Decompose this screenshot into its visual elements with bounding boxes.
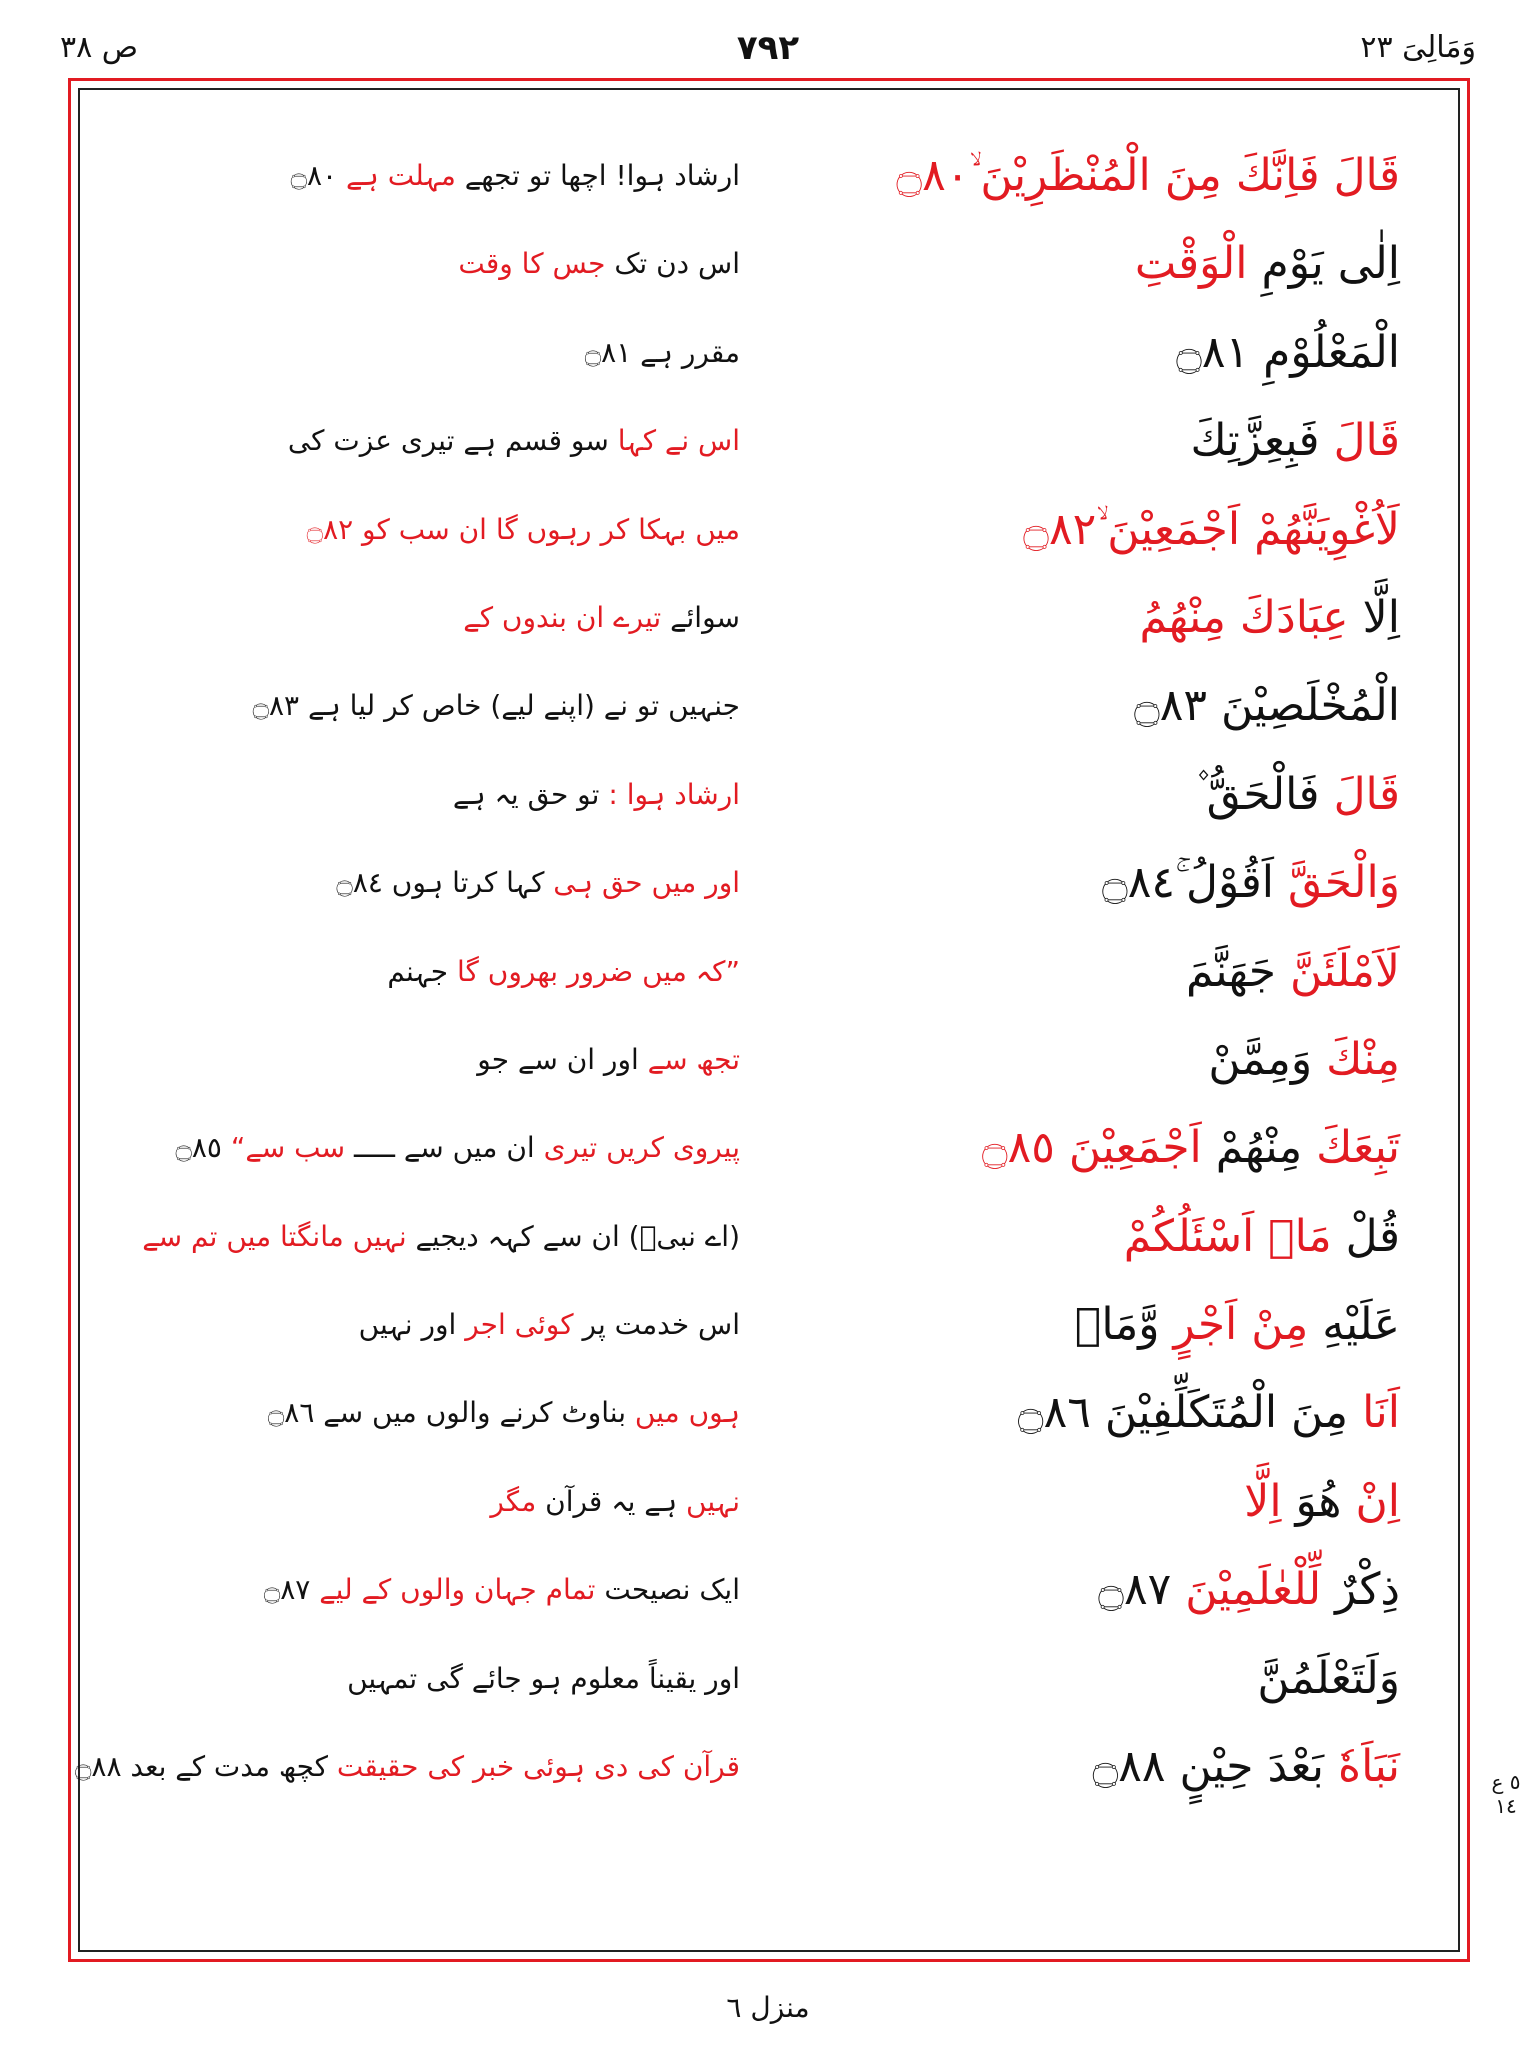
manzil-footer: منزل ٦ (726, 1991, 810, 2024)
arabic-segment: مِنَ الْمُنْظَرِیْنَ ۙ۝٨٠ (896, 150, 1222, 201)
urdu-segment: ہے یہ قرآن (536, 1484, 678, 1518)
arabic-segment: تَبِعَكَ (1302, 1122, 1400, 1174)
urdu-segment: اور ان سے جو (477, 1042, 639, 1076)
arabic-segment: قُلْ (1331, 1210, 1400, 1262)
urdu-segment: سوائے (661, 600, 740, 634)
arabic-segment: فَبِعِزَّتِكَ (1190, 415, 1320, 467)
urdu-segment: کوئی اجر (465, 1308, 574, 1342)
urdu-segment: ۝٨٠ (290, 159, 346, 192)
urdu-translation (130, 1458, 740, 1546)
arabic-segment: لِّلْعٰلَمِیْنَ (1185, 1564, 1322, 1616)
arabic-text (840, 928, 1400, 1016)
arabic-segment: الْمَعْلُوْمِ ۝٨١ (1176, 326, 1400, 378)
arabic-segment: جَهَنَّمَ (1185, 945, 1276, 997)
arabic-segment: لَاُغْوِیَنَّهُمْ اَجْمَعِیْنَ ۙ۝٨٢ (1023, 503, 1400, 555)
arabic-text (840, 751, 1400, 839)
verse-row (120, 928, 1410, 1016)
arabic-segment: مِنْ اَجْرٍ (1159, 1299, 1309, 1351)
urdu-segment: مگر (490, 1484, 537, 1518)
arabic-segment: بَعْدَ حِیْنٍ ۝٨٨ (1092, 1741, 1325, 1793)
verse-row (75, 1723, 1410, 1811)
urdu-segment: کچھ مدت کے بعد ۝٨٨ (75, 1750, 337, 1784)
urdu-segment: کہا کرتا ہوں ۝٨٤ (336, 866, 545, 900)
arabic-segment: الْوَقْتِ (1134, 238, 1248, 290)
verse-row (120, 1458, 1410, 1546)
urdu-segment: مہلت ہے (346, 159, 456, 192)
verse-row (120, 1369, 1410, 1457)
verse-row (120, 1016, 1410, 1104)
urdu-segment: اس خدمت پر (573, 1308, 740, 1342)
urdu-translation (75, 1723, 740, 1811)
urdu-segment: (اے نبیؐ) ان سے کہہ دیجیے (406, 1219, 740, 1253)
urdu-segment: تمام جہان والوں کے لیے (319, 1573, 596, 1607)
urdu-translation (130, 928, 740, 1016)
verse-row (120, 397, 1410, 485)
urdu-translation (130, 1104, 740, 1192)
urdu-segment: حقیقت (336, 1750, 419, 1784)
urdu-translation (130, 486, 740, 574)
urdu-segment: سب سے“ (230, 1131, 346, 1165)
page-header (60, 28, 1476, 68)
arabic-segment: ذِكْرٌ (1321, 1564, 1400, 1616)
urdu-translation (130, 220, 740, 308)
arabic-segment: الْمُخْلَصِیْنَ ۝٨٣ (1134, 680, 1400, 732)
urdu-segment: اور یقیناً معلوم ہو جائے گی تمہیں (347, 1661, 740, 1695)
urdu-segment: ایک نصیحت (595, 1573, 740, 1607)
arabic-text (840, 1369, 1400, 1457)
verse-row (120, 309, 1410, 397)
urdu-segment: تجھ سے (638, 1042, 740, 1076)
verse-row (120, 1635, 1410, 1723)
arabic-segment: هُوَ (1281, 1475, 1342, 1527)
arabic-segment: ۝٨٧ (1098, 1564, 1186, 1616)
urdu-segment: تو حق یہ ہے (452, 777, 600, 811)
arabic-segment: وَالْحَقَّ (1274, 857, 1400, 909)
juz-marker: وَمَالِیَ ٢٣ (1360, 30, 1476, 65)
arabic-segment: عَلَیْهِ (1308, 1299, 1400, 1351)
page-number: ٧٩٢ (736, 28, 800, 68)
urdu-segment: سو قسم ہے تیری عزت کی (287, 424, 618, 458)
arabic-text (840, 220, 1400, 308)
arabic-text (840, 309, 1400, 397)
urdu-translation (130, 1546, 740, 1634)
urdu-segment: ۝٨٧ (263, 1573, 320, 1607)
verse-row (120, 132, 1410, 220)
urdu-segment: ۝٨٥ (175, 1131, 231, 1165)
urdu-segment: اس دن تک (605, 247, 740, 281)
urdu-segment: قرآن کی دی ہوئی خبر کی (418, 1750, 740, 1784)
urdu-segment: اور میں حق ہی (544, 866, 740, 900)
arabic-text (840, 1546, 1400, 1634)
urdu-translation (130, 309, 740, 397)
urdu-translation (130, 751, 740, 839)
arabic-segment: مِنْكَ (1312, 1033, 1400, 1085)
verse-row (120, 1104, 1410, 1192)
surah-marker: ص ٣٨ (60, 30, 139, 65)
urdu-translation (130, 1193, 740, 1281)
arabic-segment: مِنْهُمْ (1201, 1122, 1303, 1174)
urdu-translation (130, 1635, 740, 1723)
urdu-translation (130, 1369, 740, 1457)
urdu-segment: ہوں میں (626, 1396, 740, 1430)
urdu-segment: جہنم (387, 954, 449, 988)
arabic-segment: نَبَاَهٗ (1324, 1741, 1400, 1793)
urdu-translation (130, 662, 740, 750)
arabic-text (840, 486, 1400, 574)
urdu-segment: اور نہیں (358, 1308, 466, 1342)
urdu-segment: نہیں (677, 1484, 740, 1518)
urdu-translation (130, 397, 740, 485)
arabic-text (840, 1723, 1400, 1811)
ruku-margin-note: ٥ ع ١٤ (1491, 1770, 1521, 1818)
verse-row (120, 1546, 1410, 1634)
arabic-text (840, 1635, 1400, 1723)
arabic-segment: وَّمَاۤ (1074, 1299, 1160, 1351)
verse-row (120, 751, 1410, 839)
arabic-segment: اَنَا (1348, 1387, 1400, 1439)
arabic-text (840, 1193, 1400, 1281)
urdu-segment: ان میں سے ـــــ (345, 1131, 535, 1165)
urdu-segment: بناوٹ کرنے والوں میں سے ۝٨٦ (267, 1396, 626, 1430)
arabic-segment: مَاۤ اَسْئَلُكُمْ (1123, 1210, 1332, 1262)
verse-row (120, 662, 1410, 750)
arabic-text (840, 1016, 1400, 1104)
verse-row (120, 839, 1410, 927)
arabic-segment: وَمِمَّنْ (1208, 1033, 1313, 1085)
urdu-translation (130, 132, 740, 220)
urdu-segment: پیروی کریں تیری (534, 1131, 740, 1165)
arabic-segment: لَاَمْلَئَنَّ (1276, 945, 1400, 997)
arabic-text (840, 1104, 1400, 1192)
arabic-text (840, 132, 1400, 220)
urdu-segment: جس کا وقت (458, 247, 606, 281)
arabic-segment: مِنَ الْمُتَكَلِّفِیْنَ ۝٨٦ (1017, 1387, 1349, 1439)
arabic-text (840, 1281, 1400, 1369)
arabic-segment: قَالَ فَاِنَّكَ (1221, 150, 1400, 201)
urdu-translation (130, 839, 740, 927)
arabic-segment: عِبَادَكَ مِنْهُمُ (1139, 591, 1349, 643)
urdu-translation (130, 1016, 740, 1104)
arabic-text (840, 1458, 1400, 1546)
verse-row (120, 486, 1410, 574)
verse-row (120, 1281, 1410, 1369)
urdu-segment: ”کہ میں ضرور بھروں گا (448, 954, 740, 988)
arabic-segment: قَالَ (1319, 415, 1400, 467)
urdu-segment: مقرر ہے ۝٨١ (584, 335, 740, 369)
arabic-segment: اِلٰی یَوْمِ (1247, 238, 1400, 290)
urdu-segment: تیرے ان بندوں کے (463, 600, 662, 634)
arabic-segment: فَالْحَقُّ ۫ (1195, 768, 1320, 820)
arabic-segment: اَقُوْلُ ۚ۝٨٤ (1102, 857, 1275, 909)
arabic-text (840, 839, 1400, 927)
verse-row (120, 1193, 1410, 1281)
urdu-segment: میں بہکا کر رہوں گا ان سب کو ۝٨٢ (306, 512, 740, 546)
verse-row (120, 574, 1410, 662)
arabic-segment: اِلَّا (1348, 591, 1400, 643)
arabic-segment: قَالَ (1319, 768, 1400, 820)
arabic-text (840, 574, 1400, 662)
urdu-segment: جنہیں تو نے (اپنے لیے) خاص کر لیا ہے ۝٨٣ (252, 689, 740, 723)
urdu-segment: ارشاد ہوا! اچھا تو تجھے (455, 159, 740, 192)
arabic-segment: اِلَّا (1244, 1475, 1282, 1527)
arabic-segment: وَلَتَعْلَمُنَّ (1257, 1652, 1400, 1704)
arabic-segment: اَجْمَعِیْنَ ۝٨٥ (981, 1122, 1202, 1174)
verse-row (120, 220, 1410, 308)
arabic-text (840, 662, 1400, 750)
urdu-translation (130, 1281, 740, 1369)
urdu-segment: ارشاد ہوا : (599, 777, 740, 811)
verse-rows (75, 132, 1410, 1811)
urdu-segment: اس نے کہا (617, 424, 740, 458)
urdu-translation (130, 574, 740, 662)
arabic-text (840, 397, 1400, 485)
arabic-segment: اِنْ (1341, 1475, 1400, 1527)
urdu-segment: نہیں مانگتا میں تم سے (142, 1219, 407, 1253)
